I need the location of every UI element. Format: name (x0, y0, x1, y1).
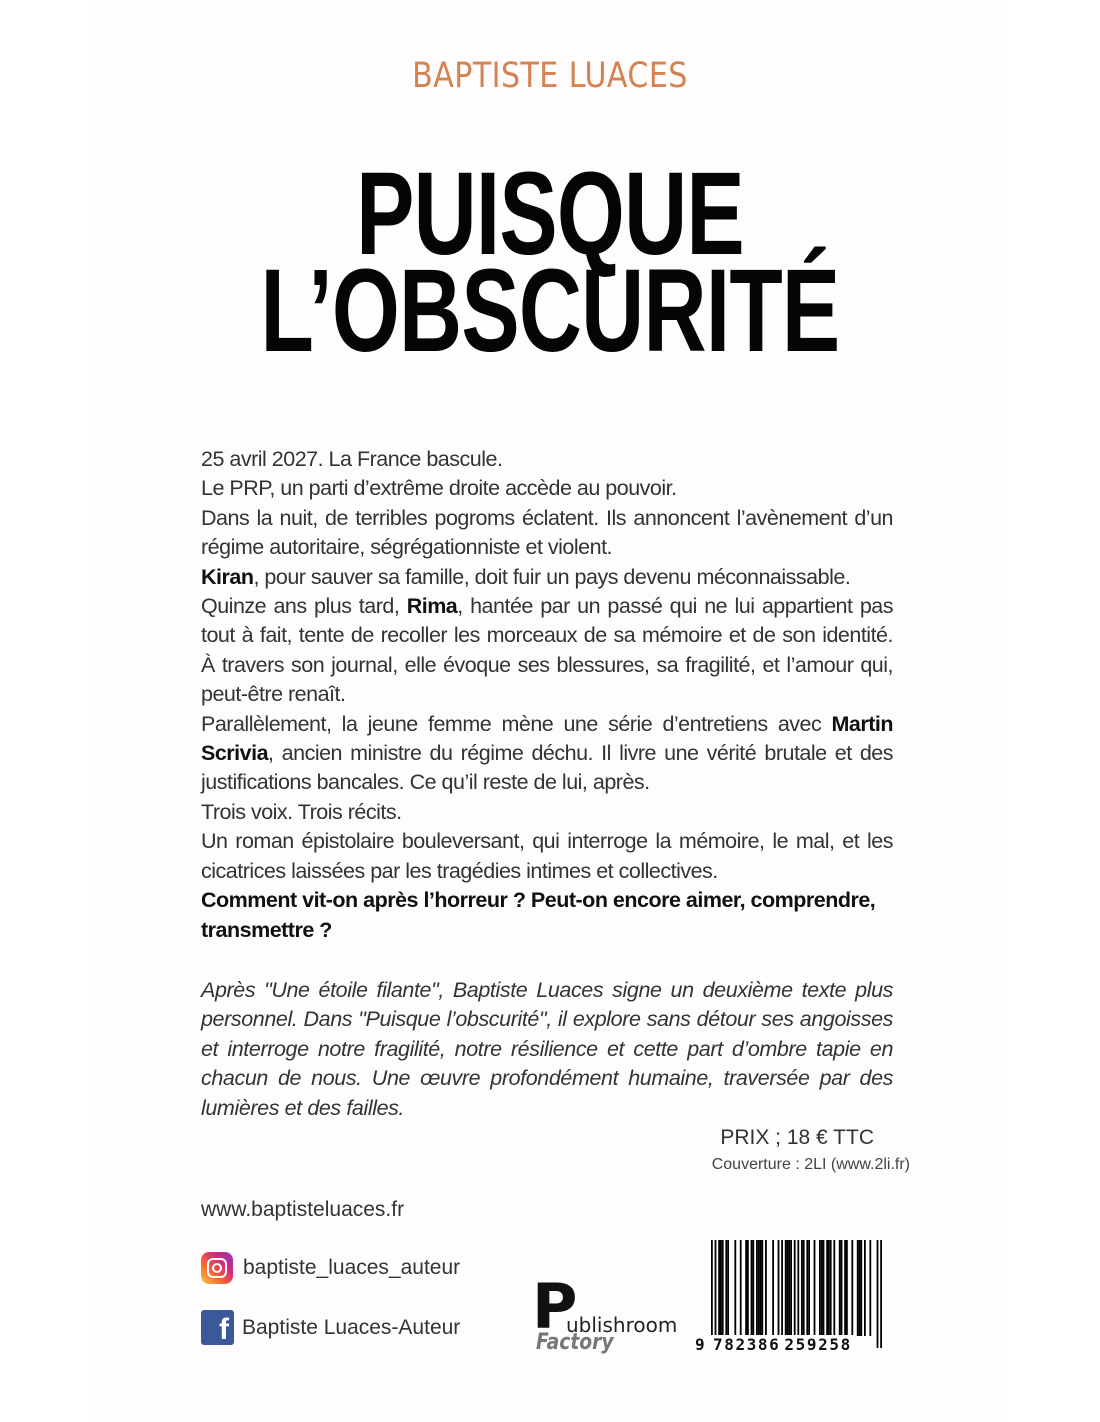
barcode-bar (772, 1240, 774, 1336)
barcode-bar (756, 1240, 758, 1336)
synopsis-paragraph: Le PRP, un parti d’extrême droite accède au pouvoir. (201, 476, 677, 501)
barcode-bar (758, 1240, 760, 1336)
barcode-bar (833, 1240, 835, 1336)
barcode-bar (751, 1240, 753, 1336)
barcode-bar (778, 1240, 780, 1336)
synopsis-paragraph: Trois voix. Trois récits. (201, 799, 402, 824)
price: PRIX ; 18 € TTC (720, 1126, 874, 1149)
barcode-bar (814, 1240, 816, 1336)
barcode-bar (841, 1240, 843, 1336)
barcode-bar (857, 1240, 859, 1336)
barcode-bar (821, 1240, 823, 1336)
barcode-bar (718, 1240, 720, 1336)
barcode-bar (826, 1240, 828, 1336)
barcode-bar (745, 1240, 747, 1336)
facebook-link[interactable] (201, 1310, 460, 1345)
barcode-bar (851, 1240, 853, 1336)
publisher-initial: P (532, 1270, 578, 1343)
isbn-group-1: 782386 (713, 1335, 781, 1354)
isbn-first-digit: 9 (695, 1335, 707, 1354)
author-name: BAPTISTE LUACES (412, 56, 688, 96)
barcode-bar (819, 1240, 821, 1336)
barcode-bar (765, 1240, 767, 1336)
isbn-group-2: 259258 (784, 1335, 852, 1354)
barcode-bar (823, 1240, 825, 1336)
synopsis (201, 445, 893, 945)
publisher-subbrand: Factory (536, 1330, 614, 1355)
instagram-link[interactable] (201, 1252, 460, 1284)
synopsis-question: Comment vit-on après l’horreur ? Peut-on encore aimer, comprendre, transmettre ? (201, 888, 876, 942)
publisher-logo (532, 1270, 678, 1360)
isbn-digits (695, 1335, 885, 1354)
author-note: Après "Une étoile filante", Baptiste Luaces signe un deuxième texte plus personnel. Dans "Puisque l’obscurité", il explore sans détour ses angoisses et interroge notre fragilité, notre résilience et cette part d’ombre tapie en chacun de nous. Une œuvre profondément humaine, traversée par des lumières et des failles. (201, 978, 893, 1120)
synopsis-paragraph: 25 avril 2027. La France bascule. (201, 447, 503, 471)
barcode-bar (803, 1240, 805, 1336)
barcode-bar (761, 1240, 763, 1336)
barcode-bar (747, 1240, 749, 1336)
barcode-bar (846, 1240, 848, 1336)
synopsis-paragraph (201, 563, 893, 592)
barcode-bar (720, 1240, 722, 1336)
isbn-barcode (695, 1240, 885, 1355)
barcode-bar (725, 1240, 727, 1336)
synopsis-text: , ancien ministre du régime déchu. Il livre une vérité brutale et des justifications bancales. Ce qu’il reste de lui, après. (201, 741, 893, 795)
barcode-bar (752, 1240, 754, 1336)
publisher-wordmark: ublishroom (566, 1313, 678, 1337)
barcode-bar (797, 1240, 799, 1348)
synopsis-text: Quinze ans plus tard, (201, 594, 407, 619)
barcode-bar (740, 1240, 742, 1336)
barcode-bar (828, 1240, 830, 1336)
barcode-bar (808, 1240, 810, 1336)
barcode-bar (860, 1240, 862, 1336)
synopsis-paragraph: Un roman épistolaire bouleversant, qui interroge la mémoire, le mal, et les cicatrices laissées par les tragédies intimes et collectives. (201, 829, 893, 883)
facebook-icon: f (201, 1310, 234, 1345)
barcode-bar (788, 1240, 790, 1336)
author-website-link[interactable]: www.baptisteluaces.fr (201, 1198, 405, 1221)
barcode-bar (864, 1240, 866, 1336)
barcode-bar (806, 1240, 808, 1336)
character-name: Rima (406, 594, 458, 619)
barcode-bar (790, 1240, 792, 1336)
barcode-bar (715, 1240, 717, 1348)
barcode-bar (760, 1240, 762, 1336)
barcode-bar (727, 1240, 729, 1336)
barcode-bar (722, 1240, 724, 1336)
barcode-bar (801, 1240, 803, 1336)
synopsis-paragraph: Dans la nuit, de terribles pogroms éclatent. Ils annoncent l’avènement d’un régime autoritaire, ségrégationniste et violent. (201, 505, 893, 560)
character-name: Kiran (201, 564, 254, 589)
barcode-bar (794, 1240, 796, 1348)
barcode-bar (869, 1240, 871, 1336)
barcode-bar (785, 1240, 787, 1336)
barcode-bar (839, 1240, 841, 1336)
barcode-bar (734, 1240, 736, 1336)
instagram-icon (201, 1252, 233, 1284)
barcode-bar (711, 1240, 713, 1348)
barcode-bar (859, 1240, 861, 1336)
synopsis-paragraph (201, 710, 893, 798)
instagram-handle: baptiste_luaces_auteur (243, 1256, 461, 1279)
barcode-bar (844, 1240, 846, 1336)
character-name: Martin Scrivia (201, 711, 893, 766)
book-title-line-2: L’OBSCURITÉ (260, 245, 840, 377)
synopsis-text: , hantée par un passé qui ne lui appartient pas tout à fait, tente de recoller les morceaux de sa mémoire et de son identité. À travers son journal, elle évoque ses blessures, sa fragilité, et l’amour qui, peut-être renaît. (201, 594, 893, 707)
barcode-bar (877, 1240, 879, 1348)
cover-credit: Couverture : 2LI (www.2li.fr) (711, 1156, 910, 1173)
barcode-bar (781, 1240, 783, 1336)
barcode-bar (787, 1240, 789, 1336)
synopsis-paragraph (201, 592, 893, 710)
barcode-bars (695, 1240, 885, 1348)
facebook-page: Baptiste Luaces-Auteur (242, 1315, 461, 1339)
barcode-bar (830, 1240, 832, 1336)
book-title-line-1: PUISQUE (356, 148, 744, 280)
synopsis-text: , pour sauver sa famille, doit fuir un pays devenu méconnaissable. (253, 564, 851, 589)
barcode-bar (880, 1240, 882, 1348)
synopsis-text: Parallèlement, la jeune femme mène une série d’entretiens avec (201, 711, 832, 736)
